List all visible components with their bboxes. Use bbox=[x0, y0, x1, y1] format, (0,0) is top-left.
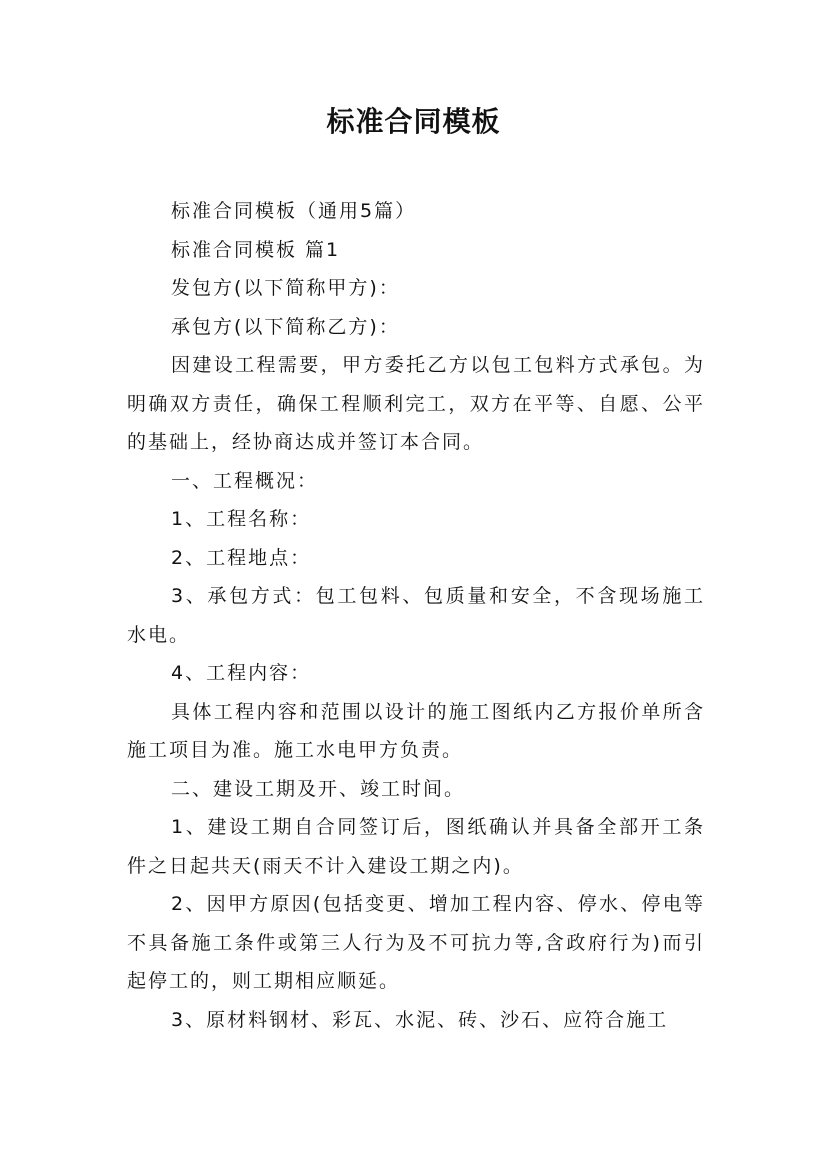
paragraph-schedule-delay: 2、因甲方原因(包括变更、增加工程内容、停水、停电等不具备施工条件或第三人行为及不可抗力等,含政府行为)而引起停工的，则工期相应顺延。 bbox=[127, 893, 705, 992]
document-title: 标准合同模板 bbox=[326, 105, 501, 138]
paragraph-collection-title: 标准合同模板（通用5篇） bbox=[171, 200, 417, 222]
paragraph-party-a: 发包方(以下简称甲方)： bbox=[171, 277, 400, 299]
paragraph-section-heading: 标准合同模板 篇1 bbox=[171, 238, 341, 261]
paragraph-schedule-duration: 1、建设工期自合同签订后，图纸确认并具备全部开工条件之日起共天(雨天不计入建设工期之内)。 bbox=[127, 816, 705, 877]
paragraph-materials: 3、原材料钢材、彩瓦、水泥、砖、沙石、应符合施工 bbox=[171, 1008, 669, 1031]
paragraph-schedule-heading: 二、建设工期及开、竣工时间。 bbox=[171, 777, 466, 800]
paragraph-project-content: 具体工程内容和范围以设计的施工图纸内乙方报价单所含施工项目为准。施工水电甲方负责。 bbox=[127, 700, 705, 761]
paragraph-party-b: 承包方(以下简称乙方)： bbox=[171, 315, 400, 338]
document-body bbox=[127, 192, 705, 1039]
paragraph-contract-method: 3、承包方式：包工包料、包质量和安全，不含现场施工水电。 bbox=[127, 585, 705, 646]
paragraph-project-overview: 一、工程概况： bbox=[171, 469, 319, 492]
paragraph-preamble: 因建设工程需要，甲方委托乙方以包工包料方式承包。为明确双方责任，确保工程顺利完工，双方在平等、自愿、公平的基础上，经协商达成并签订本合同。 bbox=[127, 354, 705, 453]
paragraph-project-content-heading: 4、工程内容： bbox=[171, 662, 312, 684]
paragraph-project-location: 2、工程地点： bbox=[171, 546, 312, 569]
paragraph-project-name: 1、工程名称： bbox=[171, 508, 312, 530]
